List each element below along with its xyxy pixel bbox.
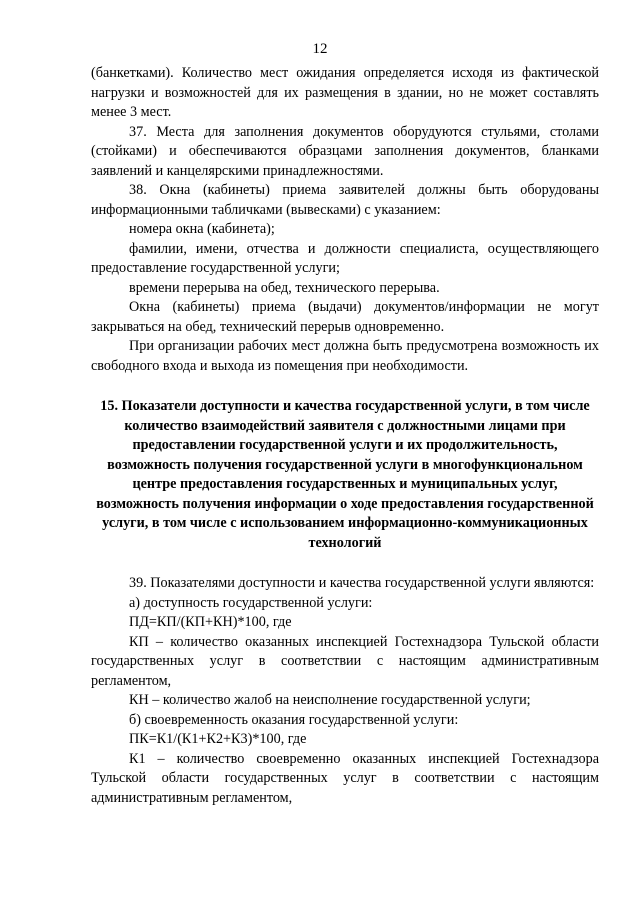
document-body bbox=[91, 64, 599, 808]
paragraph-top-0: (банкетками). Количество мест ожидания определяется исходя из фактической нагрузки и возможностей для их размещения в здании, но не может составлять менее 3 мест. bbox=[91, 65, 599, 120]
paragraph-bottom-1: а) доступность государственной услуги: bbox=[129, 594, 373, 611]
paragraph-bottom-0: 39. Показателями доступности и качества государственной услуги являются: bbox=[129, 575, 595, 591]
paragraph-bottom-4: КН – количество жалоб на неисполнение государственной услуги; bbox=[129, 692, 531, 708]
paragraph-top-6: Окна (кабинеты) приема (выдачи) документов/информации не могут закрываться на обед, технический перерыв одновременно. bbox=[91, 299, 599, 335]
paragraph-bottom-6: ПК=К1/(К1+К2+К3)*100, где bbox=[129, 731, 307, 747]
paragraph-top-4: фамилии, имени, отчества и должности специалиста, осуществляющего предоставление государственной услуги; bbox=[91, 240, 599, 276]
paragraph-top-5: времени перерыва на обед, технического перерыва. bbox=[129, 279, 440, 296]
paragraph-bottom-3: КП – количество оказанных инспекцией Гостехнадзора Тульской области государственных услуг в соответствии с настоящим административным регламентом, bbox=[91, 633, 599, 689]
page-number: 12 bbox=[312, 41, 328, 57]
section-heading: 15. Показатели доступности и качества государственной услуги, в том числе количество взаимодействий заявителя с должностными лицами при предоставлении государственной услуги и их продолжительность, возможность получения государственной услуги в многофункциональном центре предоставления государственных и муниципальных услуг, возможность получения информации о ходе предоставления государственной услуги, в том числе с использованием информационно-коммуникационных технологий bbox=[96, 398, 594, 551]
paragraph-bottom-7: К1 – количество своевременно оказанных инспекцией Гостехнадзора Тульской области государственных услуг в соответствии с настоящим административным регламентом, bbox=[91, 750, 599, 806]
paragraph-bottom-2: ПД=КП/(КП+КН)*100, где bbox=[129, 614, 292, 630]
paragraph-top-7: При организации рабочих мест должна быть предусмотрена возможность их свободного входа и выхода из помещения при необходимости. bbox=[91, 338, 599, 374]
paragraph-top-3: номера окна (кабинета); bbox=[129, 221, 275, 237]
paragraph-top-2: 38. Окна (кабинеты) приема заявителей должны быть оборудованы информационными табличками (вывесками) с указанием: bbox=[91, 182, 599, 218]
paragraph-top-1: 37. Места для заполнения документов оборудуются стульями, столами (стойками) и обеспечиваются образцами заполнения документов, бланками заявлений и канцелярскими принадлежностями. bbox=[91, 123, 599, 179]
paragraph-bottom-5: б) своевременность оказания государственной услуги: bbox=[129, 711, 459, 728]
